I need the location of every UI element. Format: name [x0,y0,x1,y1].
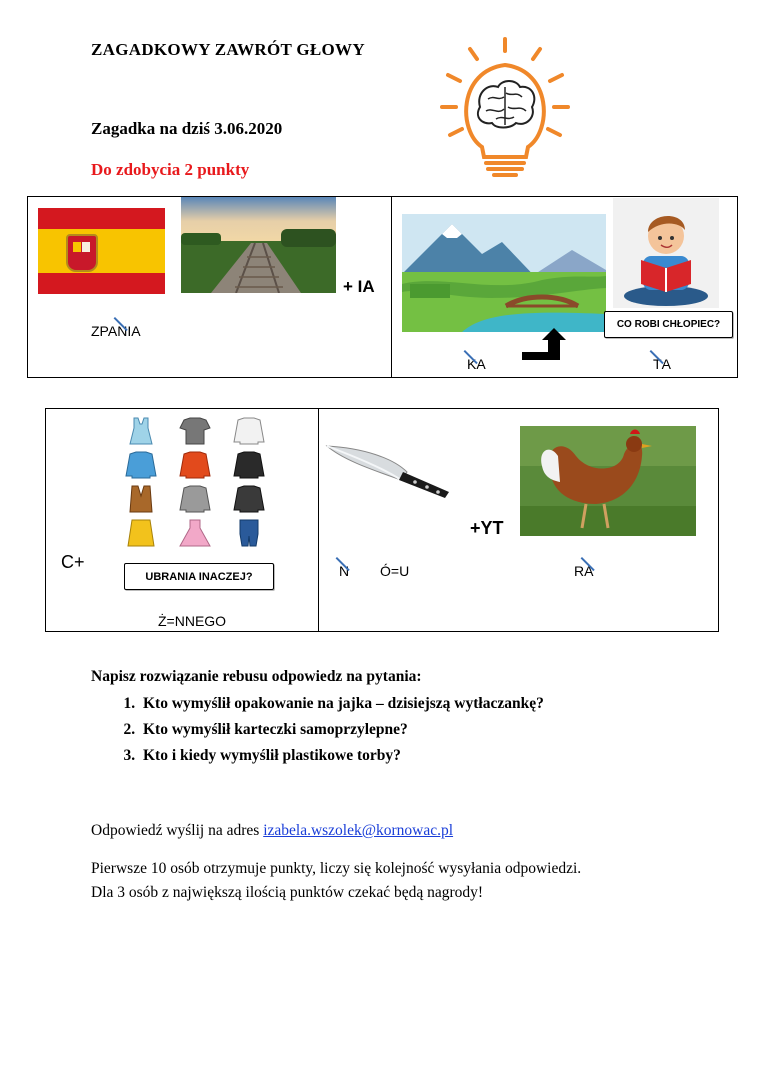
shirt-icon [226,414,272,448]
clothes-question-label: UBRANIA INACZEJ? [124,563,274,590]
question-item: 3. Kto i kiedy wymyślił plastikowe torby? [139,747,544,765]
ka-struck-letter: K [467,356,477,372]
blazer-icon [226,448,272,482]
o-equals-u-text: Ó=U [380,563,410,579]
question-item: 1. Kto wymyślił opakowanie na jajka – dzisiejszą wytłaczankę? [139,695,544,713]
z-replacement-text: Ż=NNEGO [158,613,227,629]
note-line: Pierwsze 10 osób otrzymuje punkty, liczy się kolejność wysyłania odpowiedzi. [91,860,582,877]
boy-reading-image [613,198,719,308]
rebus-divider [391,197,392,377]
zpania-word [91,323,141,339]
note-line: Dla 3 osób z największą ilością punktów czekać będą nagrody! [91,884,484,901]
email-link[interactable]: izabela.wszolek@kornowac.pl [263,822,454,839]
ka-word [467,356,486,372]
dress-icon [172,516,218,550]
answer-line [91,822,453,840]
ta-word [653,356,671,372]
question-item: 2. Kto wymyślił karteczki samoprzylepne? [139,721,544,739]
instructions-text: Napisz rozwiązanie rebusu odpowiedz na pytania: [91,668,422,685]
tshirt-icon [172,414,218,448]
hoodie-icon [172,482,218,516]
plus-ia-text: + IA [343,277,375,296]
spain-flag-icon [38,208,165,294]
hen-image [520,426,696,536]
lightbulb-brain-icon [440,35,570,185]
tank-top-icon [118,414,164,448]
ra-prefix: R [574,563,585,579]
arrow-up-icon [522,328,566,360]
knife-image [323,440,453,500]
clothes-grid-image [118,414,278,559]
winter-jacket-icon [226,482,272,516]
boy-question-label: CO ROBI CHŁOPIEC? [604,311,733,338]
zpania-prefix: ZPA [91,323,118,339]
ra-struck-letter: A [584,563,594,579]
riddle-date: Zagadka na dziś 3.06.2020 [91,119,283,138]
points-text: Do zdobycia 2 punkty [91,160,250,179]
zpania-suffix: IA [127,323,141,339]
ta-struck-letter: T [653,356,662,372]
ka-suffix: A [476,356,486,372]
n-letter: N [339,563,350,579]
overall-icon [226,516,272,550]
raincoat-icon [118,516,164,550]
landscape-bridge-image [402,214,606,332]
page-title: ZAGADKOWY ZAWRÓT GŁOWY [91,40,365,59]
ra-word [574,563,593,579]
railway-track-image [181,197,336,293]
jacket-red-icon [172,448,218,482]
answer-prefix: Odpowiedź wyślij na adres [91,822,264,839]
n-struck-letter [339,563,349,579]
vest-icon [118,482,164,516]
rebus-divider [318,409,319,631]
ta-suffix: A [661,356,671,372]
c-plus-text: C+ [61,552,85,572]
plus-yt-text: +YT [470,518,504,538]
zpania-struck-letter: N [117,323,128,339]
sweater-icon [118,448,164,482]
questions-list [91,695,544,773]
